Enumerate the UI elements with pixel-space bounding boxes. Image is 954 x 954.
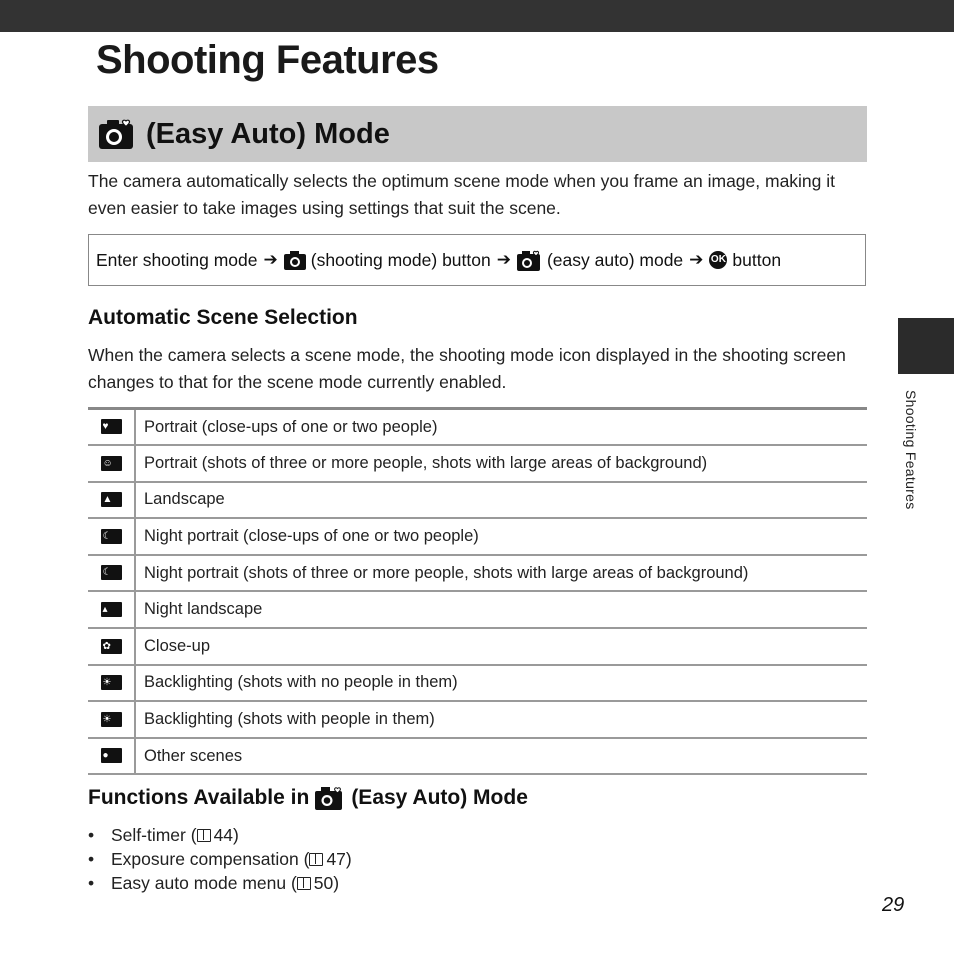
table-row: [88, 409, 867, 446]
easy-auto-camera-icon: [517, 250, 542, 271]
book-icon: [197, 829, 211, 842]
table-row: [88, 555, 867, 592]
table-row: [88, 738, 867, 775]
function-label: Easy auto mode menu (: [111, 873, 297, 893]
scene-label: Other scenes: [135, 738, 867, 775]
procedure-box: [88, 234, 866, 286]
section-header: [88, 106, 867, 162]
auto-scene-heading: Automatic Scene Selection: [88, 306, 358, 329]
list-item: [88, 823, 352, 847]
bullet-icon: •: [88, 825, 95, 845]
scene-label: Portrait (shots of three or more people, shots with large areas of background): [135, 445, 867, 482]
functions-list: [88, 823, 352, 895]
procedure-step-1: Enter shooting mode: [96, 249, 258, 270]
other-scenes-icon: ●: [101, 748, 122, 763]
scene-label: Night portrait (close-ups of one or two people): [135, 518, 867, 555]
scene-table: [88, 407, 867, 775]
table-row: [88, 701, 867, 738]
list-item: [88, 847, 352, 871]
scene-label: Night portrait (shots of three or more people, shots with large areas of background): [135, 555, 867, 592]
easy-auto-camera-icon: [98, 118, 136, 150]
top-bar: [0, 0, 954, 32]
table-row: [88, 518, 867, 555]
backlighting-people-icon: ☀: [101, 712, 122, 727]
bullet-icon: •: [88, 849, 95, 869]
list-item: [88, 871, 352, 895]
auto-scene-paragraph: When the camera selects a scene mode, the shooting mode icon displayed in the shooting screen changes to that for the scene mode currently enabled.: [88, 345, 846, 392]
scene-label: Backlighting (shots with no people in them): [135, 665, 867, 702]
procedure-step-2: (shooting mode) button: [310, 249, 491, 270]
easy-auto-camera-icon: [315, 786, 345, 810]
table-row: [88, 445, 867, 482]
night-portrait-icon: ☾: [101, 529, 122, 544]
function-page: 44): [213, 825, 239, 845]
landscape-icon: ▲: [101, 492, 122, 507]
procedure-step-3: (easy auto) mode: [546, 249, 684, 270]
intro-paragraph: The camera automatically selects the optimum scene mode when you frame an image, making it even easier to take images using settings that suit the scene.: [88, 171, 836, 218]
group-portrait-icon: ☺: [101, 456, 122, 471]
scene-label: Landscape: [135, 482, 867, 519]
arrow-icon: ➔: [496, 250, 511, 269]
table-row: [88, 665, 867, 702]
functions-heading-prefix: Functions Available in: [88, 786, 310, 809]
side-label: Shooting Features: [903, 390, 919, 510]
procedure-step-4: button: [732, 249, 782, 270]
table-row: [88, 591, 867, 628]
table-row: [88, 628, 867, 665]
table-row: [88, 482, 867, 519]
scene-label: Close-up: [135, 628, 867, 665]
night-landscape-icon: ▴: [101, 602, 122, 617]
portrait-icon: ♥: [101, 419, 122, 434]
function-page: 47): [326, 849, 352, 869]
function-label: Self-timer (: [111, 825, 197, 845]
backlighting-icon: ☀: [101, 675, 122, 690]
arrow-icon: ➔: [263, 250, 278, 269]
function-label: Exposure compensation (: [111, 849, 310, 869]
functions-heading-suffix: (Easy Auto) Mode: [351, 786, 528, 809]
ok-button-icon: OK: [709, 251, 727, 269]
night-group-portrait-icon: ☾: [101, 565, 122, 580]
book-icon: [309, 853, 323, 866]
page-title: Shooting Features: [96, 38, 439, 82]
camera-icon: [284, 251, 306, 270]
side-tab: [898, 318, 954, 374]
close-up-icon: ✿: [101, 639, 122, 654]
arrow-icon: ➔: [689, 250, 704, 269]
scene-label: Night landscape: [135, 591, 867, 628]
function-page: 50): [313, 873, 340, 893]
scene-label: Backlighting (shots with people in them): [135, 701, 867, 738]
scene-label: Portrait (close-ups of one or two people): [135, 409, 867, 446]
bullet-icon: •: [88, 873, 95, 893]
functions-heading: [88, 786, 528, 810]
page-number: 29: [882, 894, 905, 916]
section-title: (Easy Auto) Mode: [146, 117, 390, 150]
book-icon: [297, 877, 311, 890]
